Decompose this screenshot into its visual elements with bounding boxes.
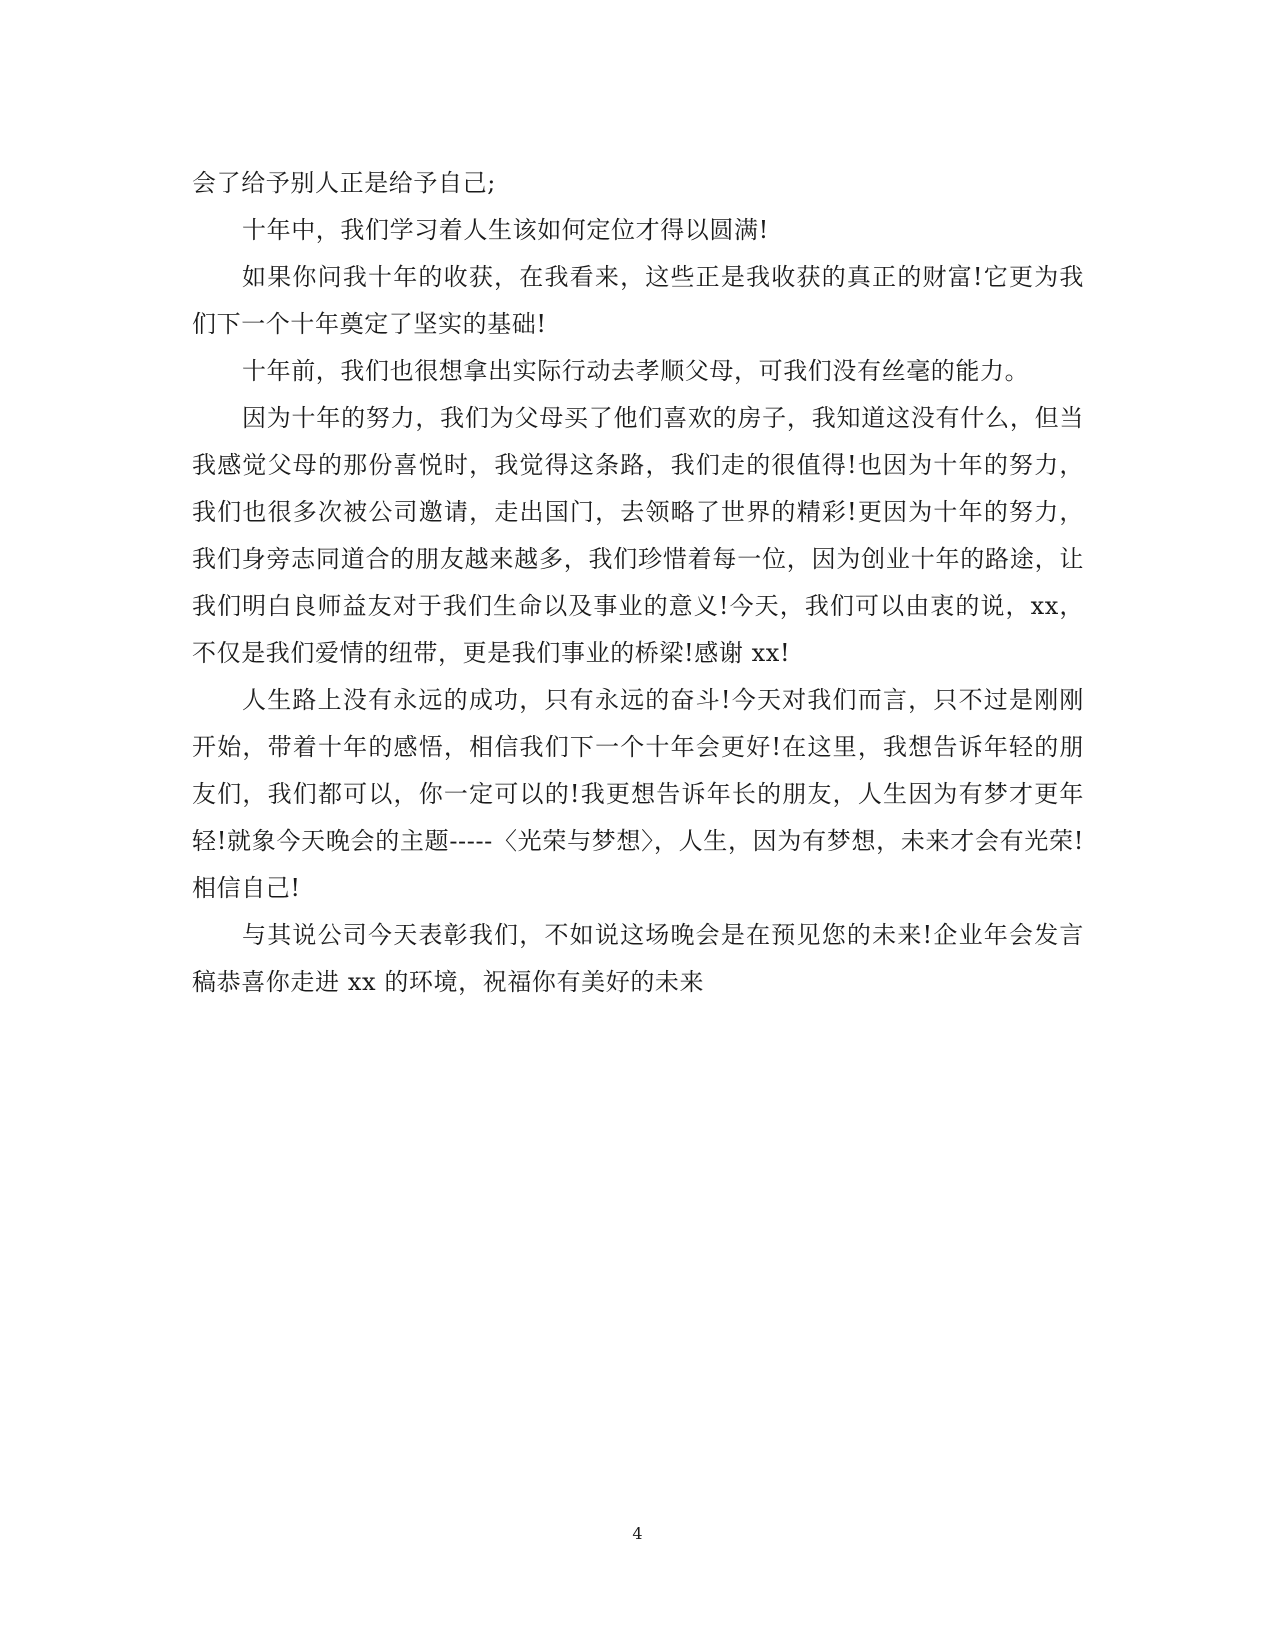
page-number: 4 — [632, 1524, 643, 1543]
paragraph-2: 十年中，我们学习着人生该如何定位才得以圆满! — [242, 216, 769, 244]
paragraph-4: 十年前，我们也很想拿出实际行动去孝顺父母，可我们没有丝毫的能力。 — [242, 357, 1030, 385]
paragraph-3: 如果你问我十年的收获，在我看来，这些正是我收获的真正的财富!它更为我们下一个十年奠定了坚实的基础! — [192, 263, 1084, 338]
document-body — [192, 160, 1084, 1006]
paragraph-7: 与其说公司今天表彰我们，不如说这场晚会是在预见您的未来!企业年会发言稿恭喜你走进 xx 的环境，祝福你有美好的未来 — [192, 921, 1084, 996]
paragraph-6: 人生路上没有永远的成功，只有永远的奋斗!今天对我们而言，只不过是刚刚开始，带着十年的感悟，相信我们下一个十年会更好!在这里，我想告诉年轻的朋友们，我们都可以，你一定可以的!我更想告诉年长的朋友，人生因为有梦才更年轻!就象今天晚会的主题-----〈光荣与梦想〉，人生，因为有梦想，未来才会有光荣!相信自己! — [192, 686, 1084, 902]
paragraph-1: 会了给予别人正是给予自己; — [192, 169, 496, 197]
paragraph-5: 因为十年的努力，我们为父母买了他们喜欢的房子，我知道这没有什么，但当我感觉父母的那份喜悦时，我觉得这条路，我们走的很值得!也因为十年的努力，我们也很多次被公司邀请，走出国门，去领略了世界的精彩!更因为十年的努力，我们身旁志同道合的朋友越来越多，我们珍惜着每一位，因为创业十年的路途，让我们明白良师益友对于我们生命以及事业的意义!今天，我们可以由衷的说，xx，不仅是我们爱情的纽带，更是我们事业的桥梁!感谢 xx! — [192, 404, 1084, 667]
